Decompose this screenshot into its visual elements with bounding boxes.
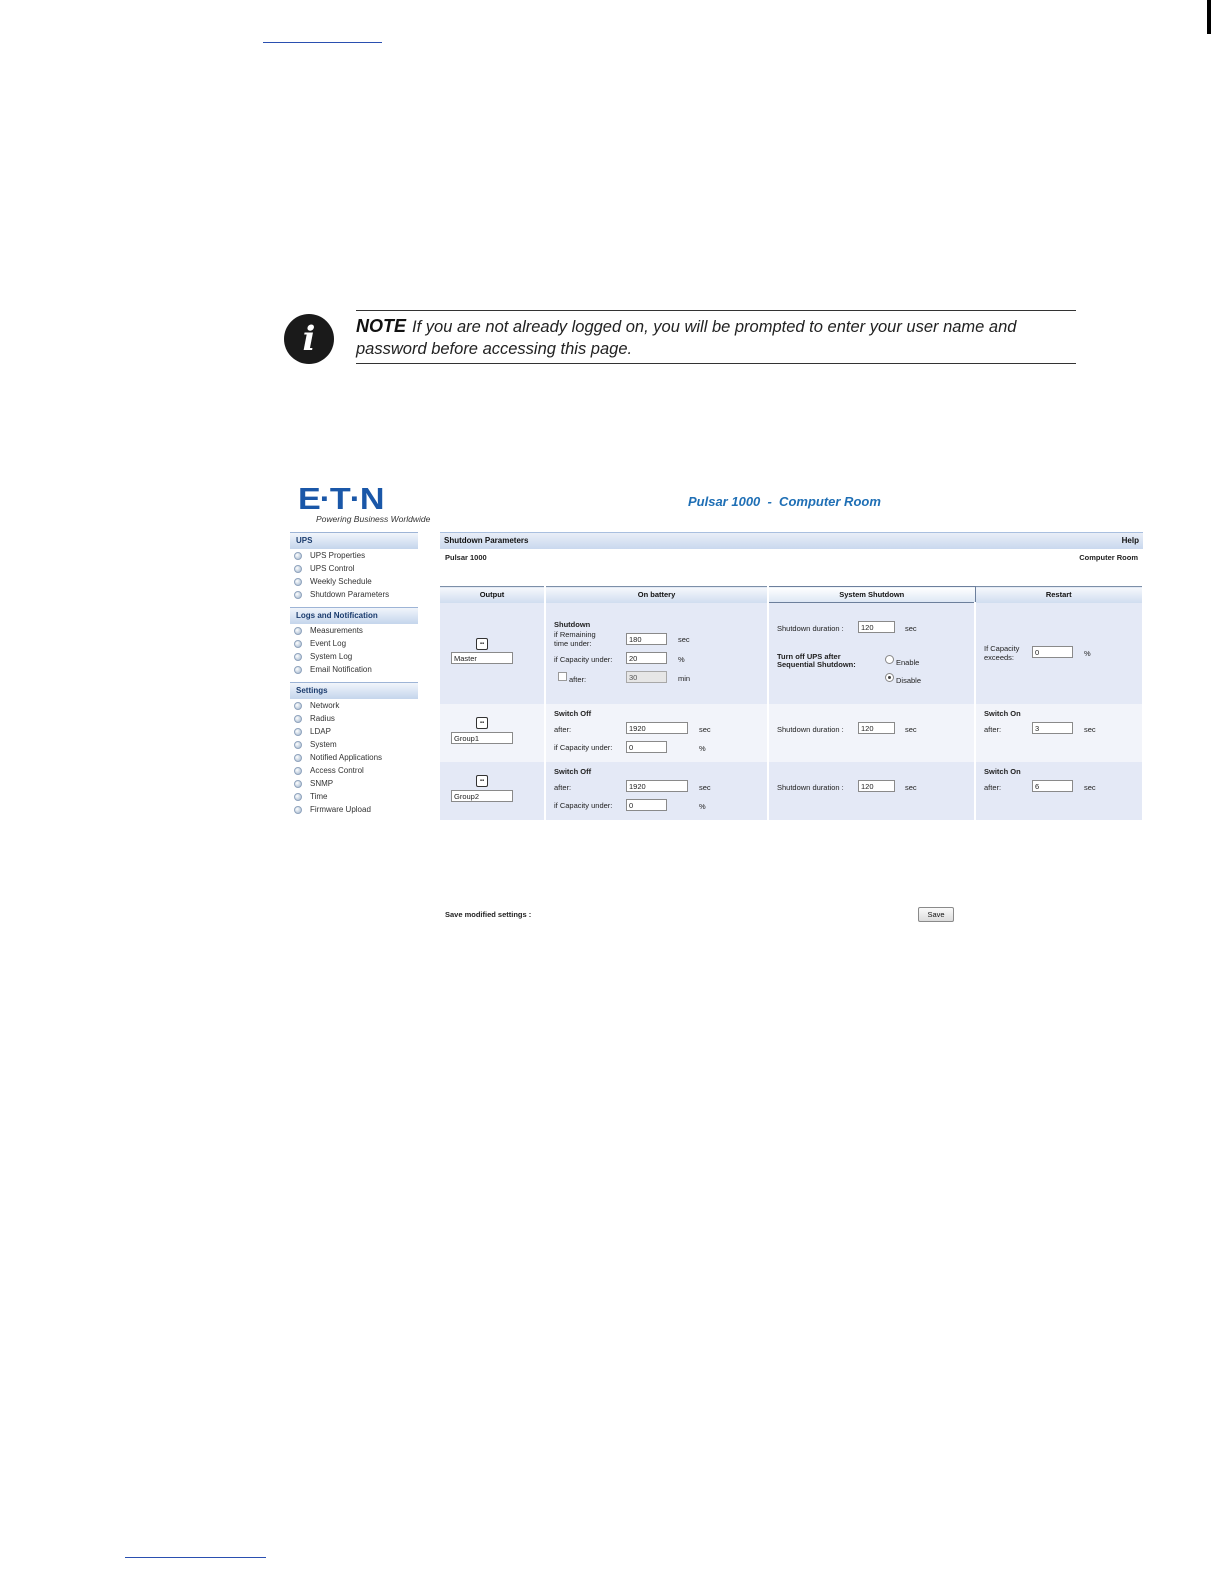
bullet-icon (294, 715, 302, 723)
shutdown-duration-input-group1[interactable]: 120 (858, 722, 895, 734)
eaton-logo (298, 481, 431, 524)
capacity-under-unit: % (699, 802, 706, 811)
sidebar-item[interactable] (290, 624, 418, 637)
switch-off-after-label: after: (554, 783, 572, 792)
column-header-restart: Restart (975, 587, 1143, 603)
sidebar-item[interactable] (290, 637, 418, 650)
panel-title-bar (440, 532, 1143, 549)
switch-off-after-unit: sec (699, 725, 711, 734)
panel-title: Shutdown Parameters (444, 536, 529, 545)
sidebar-item-label: UPS Control (310, 564, 355, 573)
output-name-input-group1[interactable]: Group1 (451, 732, 513, 744)
bullet-icon (294, 741, 302, 749)
remaining-time-label-line2: time under: (554, 638, 592, 648)
shutdown-table (440, 586, 1144, 820)
disable-label: Disable (896, 676, 922, 685)
bullet-icon (294, 653, 302, 661)
sidebar-item-label: Notified Applications (310, 753, 383, 762)
bullet-icon (294, 627, 302, 635)
after-label: after: (569, 674, 587, 684)
bullet-icon (294, 754, 302, 762)
bullet-icon (294, 578, 302, 586)
enable-radio[interactable] (885, 655, 894, 664)
note-rule-bottom (356, 363, 1076, 364)
outlet-icon: ▪▪ (476, 638, 488, 650)
disable-radio[interactable] (885, 673, 894, 682)
capacity-under-input-group1[interactable]: 0 (626, 741, 667, 753)
bullet-icon (294, 780, 302, 788)
sidebar-item-label: Weekly Schedule (310, 577, 372, 586)
note-text (356, 315, 1078, 360)
switch-off-after-unit: sec (699, 783, 711, 792)
sidebar-section-title: Settings (290, 682, 418, 699)
switch-on-after-input-group1[interactable]: 3 (1032, 722, 1073, 734)
shutdown-heading: Shutdown (554, 619, 591, 629)
capacity-under-unit: % (699, 744, 706, 753)
remaining-time-unit: sec (678, 634, 690, 644)
switch-off-after-input-group2[interactable]: 1920 (626, 780, 688, 792)
sidebar-item-label: Measurements (310, 626, 363, 635)
table-row-master (440, 603, 1143, 705)
panel-subtitle (440, 549, 1143, 567)
sidebar-item[interactable] (290, 764, 418, 777)
sidebar-item-label: System Log (310, 652, 353, 661)
turn-off-label-line2: Sequential Shutdown: (777, 660, 856, 669)
table-row-group2 (440, 762, 1143, 820)
bullet-icon (294, 640, 302, 648)
top-page-link-underline[interactable] (263, 42, 382, 43)
restart-capacity-label-line2: exceeds: (984, 652, 1015, 662)
help-link[interactable]: Help (1121, 536, 1139, 545)
shutdown-duration-label: Shutdown duration : (777, 783, 844, 792)
save-settings-label: Save modified settings : (445, 910, 532, 919)
sidebar-item-label: LDAP (310, 727, 331, 736)
bottom-page-link-underline[interactable] (125, 1557, 266, 1558)
sidebar-item[interactable] (290, 650, 418, 663)
shutdown-duration-input-group2[interactable]: 120 (858, 780, 895, 792)
switch-off-after-label: after: (554, 725, 572, 734)
sidebar-item-label: Firmware Upload (310, 805, 371, 814)
restart-capacity-unit: % (1084, 648, 1091, 658)
sidebar-section-title: Logs and Notification (290, 607, 418, 624)
after-minutes-unit: min (678, 673, 691, 683)
enable-label: Enable (896, 658, 920, 667)
capacity-under-label: if Capacity under: (554, 801, 613, 810)
sidebar-item-label: Access Control (310, 766, 364, 775)
shutdown-duration-unit: sec (905, 725, 917, 734)
switch-off-heading: Switch Off (554, 767, 592, 776)
sidebar-item-label: Event Log (310, 639, 347, 648)
sidebar (290, 532, 418, 822)
page-title: Pulsar 1000 - Computer Room (688, 494, 881, 509)
info-icon: i (284, 314, 334, 364)
capacity-under-input[interactable]: 20 (626, 652, 667, 664)
note-rule-top (356, 310, 1076, 311)
sidebar-section-title: UPS (290, 532, 418, 549)
switch-on-after-unit: sec (1084, 725, 1096, 734)
bullet-icon (294, 728, 302, 736)
sidebar-item-label: Network (310, 701, 340, 710)
logo-wordmark: E·T·N (298, 481, 384, 516)
shutdown-duration-unit: sec (905, 624, 917, 633)
sidebar-item-label: SNMP (310, 779, 334, 788)
sidebar-item[interactable] (290, 751, 418, 764)
sidebar-item[interactable] (290, 562, 418, 575)
bullet-icon (294, 666, 302, 674)
ups-web-interface (288, 478, 1144, 919)
bullet-icon (294, 552, 302, 560)
device-name: Pulsar 1000 (445, 553, 487, 562)
sidebar-item[interactable] (290, 549, 418, 562)
sidebar-item[interactable] (290, 699, 418, 712)
sidebar-item[interactable] (290, 725, 418, 738)
remaining-time-label-line1: if Remaining (554, 629, 596, 639)
sidebar-item-label: Shutdown Parameters (310, 590, 390, 599)
output-name-input-group2[interactable]: Group2 (451, 790, 513, 802)
note-label: NOTE (356, 316, 407, 336)
sidebar-item[interactable] (290, 588, 418, 601)
switch-on-after-input-group2[interactable]: 6 (1032, 780, 1073, 792)
bullet-icon (294, 767, 302, 775)
switch-on-heading: Switch On (984, 767, 1021, 776)
sidebar-item-label: Time (310, 792, 328, 801)
save-button[interactable]: Save (918, 907, 954, 922)
sidebar-item-label: Radius (310, 714, 335, 723)
switch-on-heading: Switch On (984, 709, 1021, 718)
sidebar-item[interactable] (290, 777, 418, 790)
shutdown-duration-unit: sec (905, 783, 917, 792)
note-body: If you are not already logged on, you will be prompted to enter your user name and password before accessing this page. (356, 318, 1017, 358)
bullet-icon (294, 565, 302, 573)
sidebar-item[interactable] (290, 738, 418, 751)
sidebar-section (290, 607, 418, 676)
sidebar-section (290, 682, 418, 816)
turn-off-label-line1: Turn off UPS after (777, 652, 841, 661)
switch-off-after-input-group1[interactable]: 1920 (626, 722, 688, 734)
sidebar-item-label: Email Notification (310, 665, 372, 674)
capacity-under-label: if Capacity under: (554, 743, 613, 752)
table-row-group1 (440, 704, 1143, 762)
column-header-on-battery: On battery (545, 587, 768, 603)
sidebar-item-label: UPS Properties (310, 551, 366, 560)
switch-on-after-label: after: (984, 725, 1002, 734)
switch-off-heading: Switch Off (554, 709, 592, 718)
outlet-icon: ▪▪ (476, 717, 488, 729)
after-minutes-input[interactable]: 30 (626, 671, 667, 683)
page-edge-mark (1207, 0, 1211, 34)
capacity-under-input-group2[interactable]: 0 (626, 799, 667, 811)
bullet-icon (294, 793, 302, 801)
bullet-icon (294, 591, 302, 599)
sidebar-item[interactable] (290, 712, 418, 725)
column-header-output: Output (440, 587, 545, 603)
switch-on-after-label: after: (984, 783, 1002, 792)
sidebar-item[interactable] (290, 575, 418, 588)
restart-capacity-label-line1: If Capacity (984, 643, 1020, 653)
sidebar-item[interactable] (290, 803, 418, 816)
shutdown-duration-label: Shutdown duration : (777, 725, 844, 734)
column-header-system-shutdown: System Shutdown (768, 587, 975, 603)
capacity-under-label: if Capacity under: (554, 654, 613, 664)
device-location: Computer Room (1079, 553, 1138, 562)
bullet-icon (294, 806, 302, 814)
sidebar-item-label: System (310, 740, 337, 749)
output-name-input-master[interactable]: Master (451, 652, 513, 664)
remaining-time-input[interactable]: 180 (626, 633, 667, 645)
after-checkbox[interactable] (558, 672, 567, 681)
capacity-under-unit: % (678, 654, 685, 664)
sidebar-item[interactable] (290, 663, 418, 676)
bullet-icon (294, 702, 302, 710)
main-panel (440, 532, 1143, 919)
shutdown-duration-label: Shutdown duration : (777, 624, 844, 633)
switch-on-after-unit: sec (1084, 783, 1096, 792)
sidebar-item[interactable] (290, 790, 418, 803)
shutdown-duration-input-master[interactable]: 120 (858, 621, 895, 633)
outlet-icon: ▪▪ (476, 775, 488, 787)
sidebar-section (290, 532, 418, 601)
restart-capacity-input[interactable]: 0 (1032, 646, 1073, 658)
logo-tagline: Powering Business Worldwide (316, 514, 431, 524)
